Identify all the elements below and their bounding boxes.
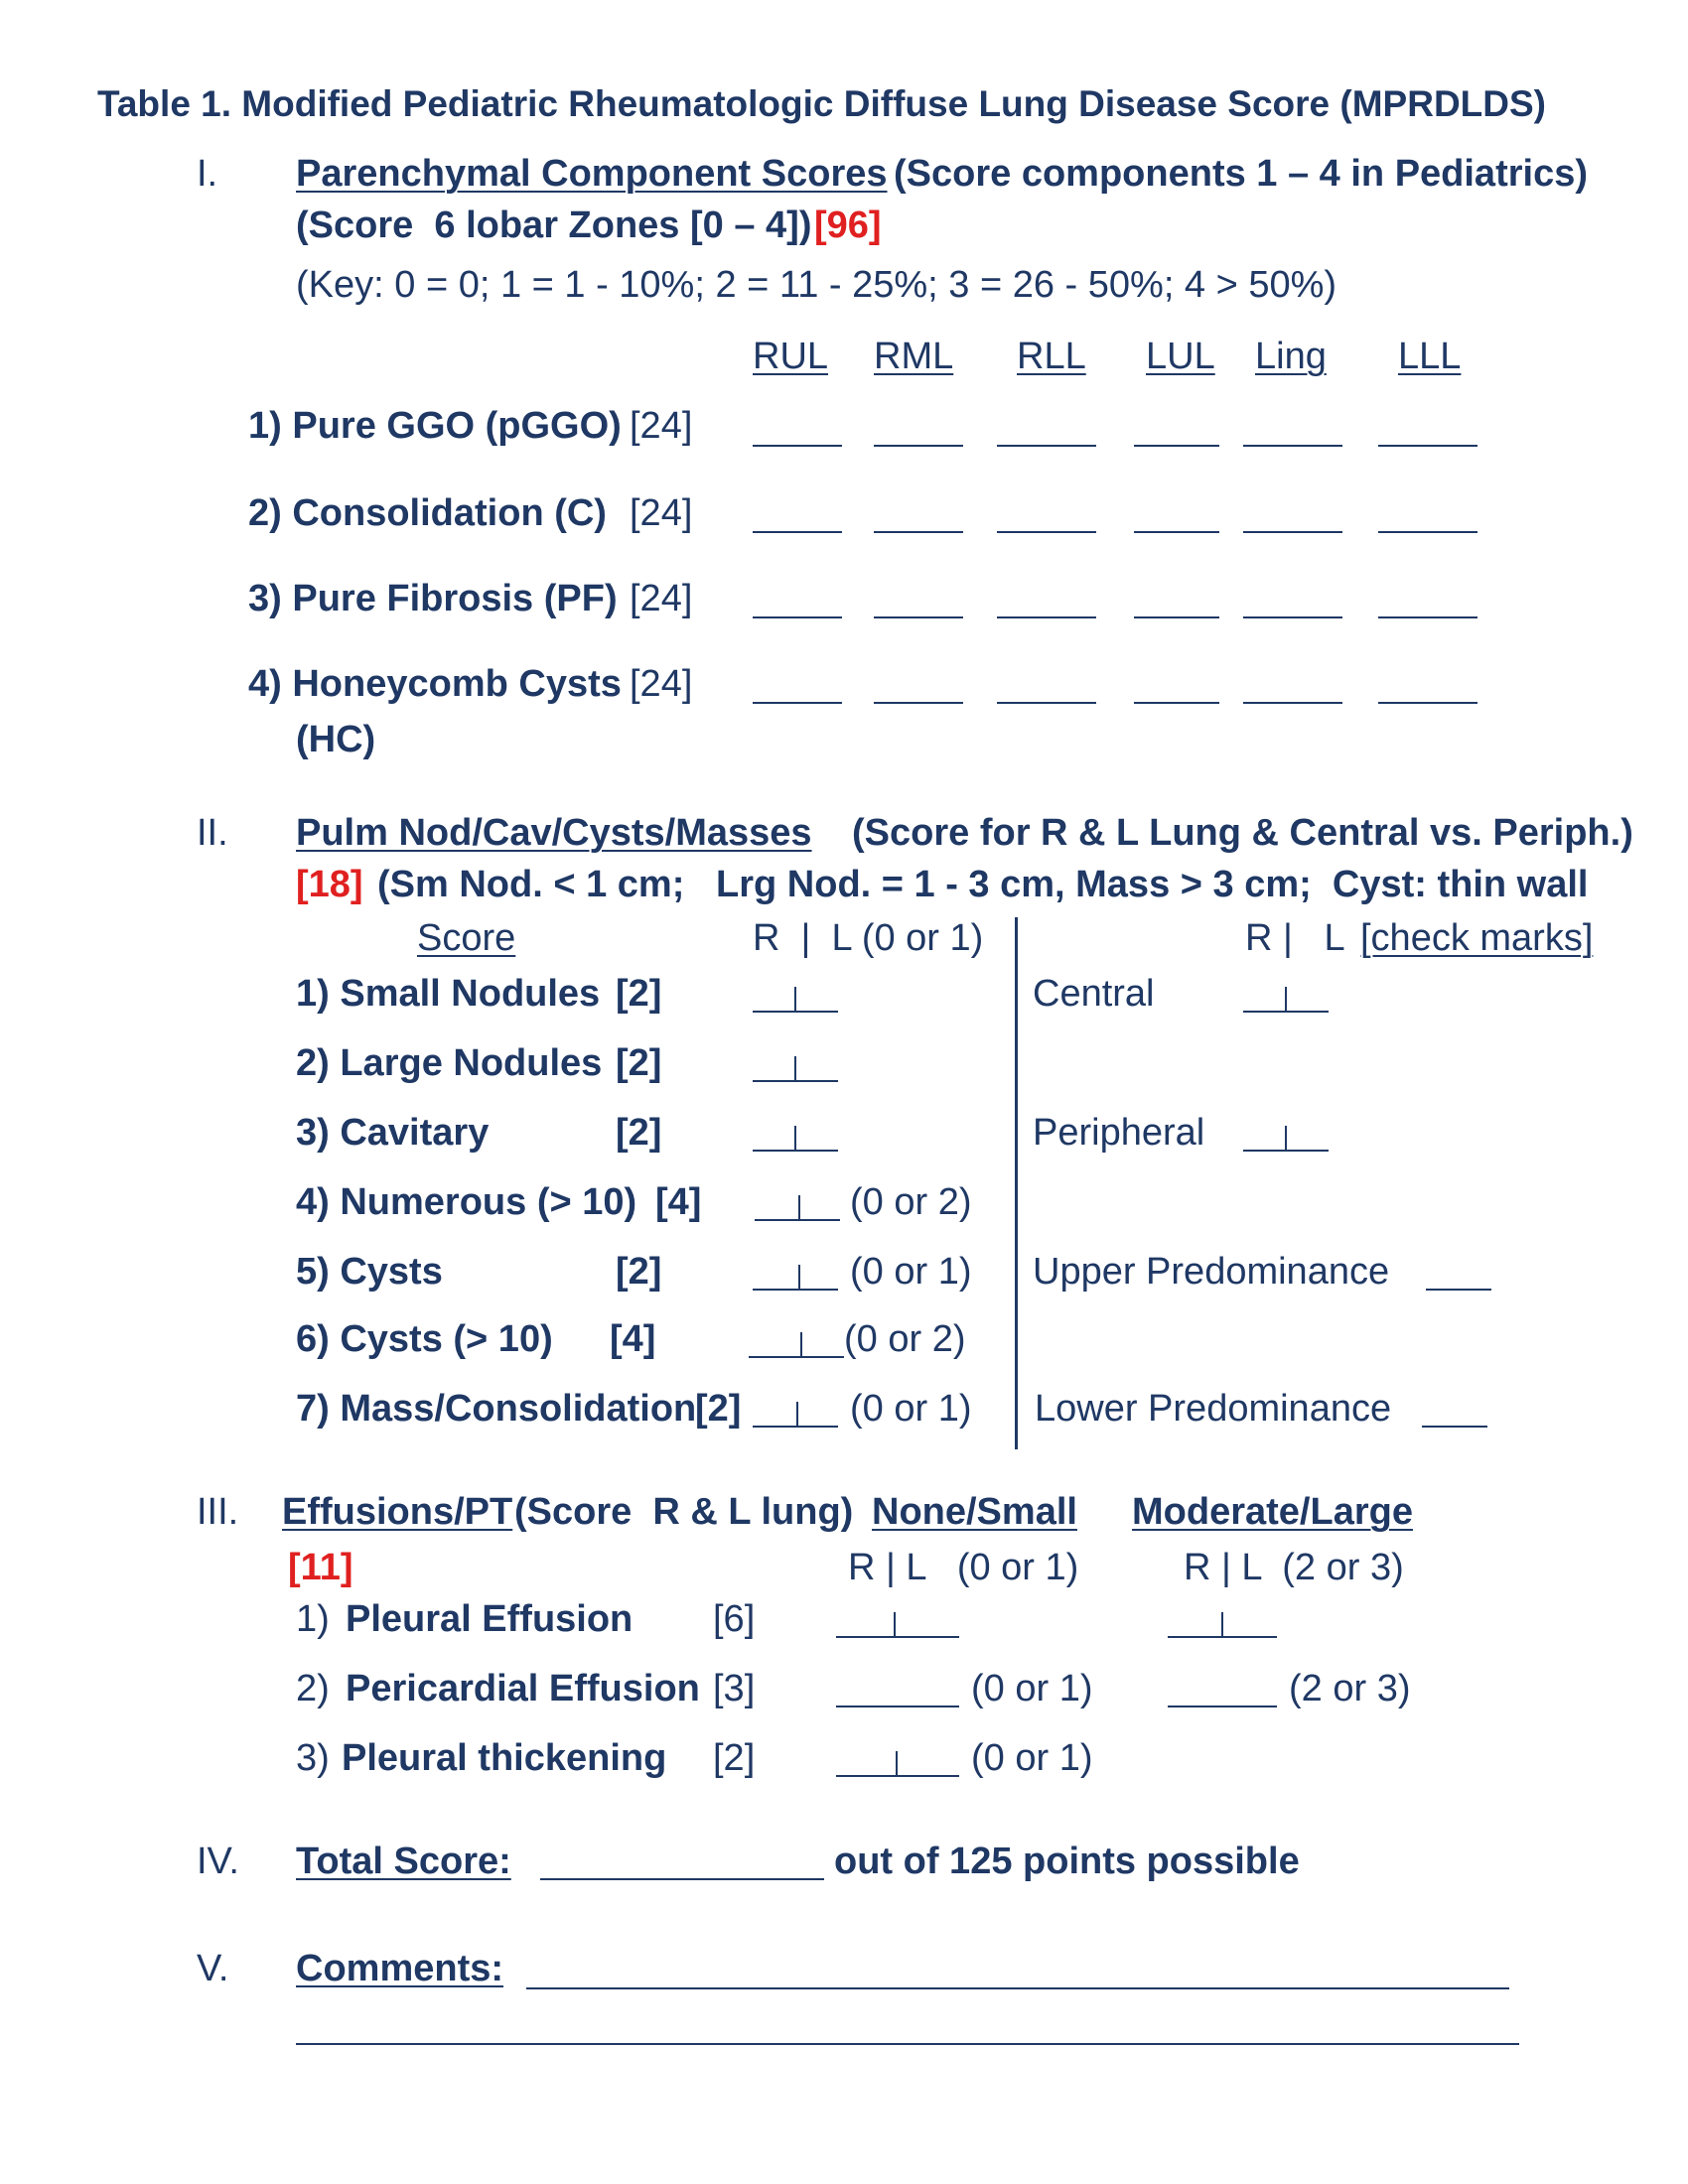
- lower-predominance-label: Lower Predominance: [1035, 1388, 1392, 1430]
- lobe-header-lll: LLL: [1398, 336, 1462, 377]
- rl-score-blank[interactable]: [753, 1011, 838, 1013]
- rl-divider-tick: [796, 1402, 798, 1426]
- rl-divider-tick: [794, 1126, 796, 1150]
- rl-score-blank[interactable]: [753, 1426, 838, 1428]
- lobe-score-blank[interactable]: [1378, 445, 1477, 447]
- lower-predominance-blank[interactable]: [1422, 1426, 1487, 1428]
- effusion-row-number: 2): [296, 1668, 330, 1709]
- score-column-header: Score: [417, 917, 516, 959]
- lobe-score-blank[interactable]: [997, 702, 1096, 704]
- lobe-score-blank[interactable]: [874, 445, 963, 447]
- peripheral-rl-blank[interactable]: [1243, 1150, 1329, 1152]
- section-2-size-key: (Sm Nod. < 1 cm; Lrg Nod. = 1 - 3 cm, Mass > 3 cm; Cyst: thin wall: [377, 864, 1589, 905]
- lobe-score-blank[interactable]: [1243, 531, 1342, 533]
- effusion-range-small: (0 or 1): [971, 1668, 1093, 1709]
- nodule-row-label: 7) Mass/Consolidation: [296, 1388, 697, 1430]
- pleural-thickening-blank[interactable]: [836, 1775, 959, 1777]
- lobe-score-blank[interactable]: [1378, 531, 1477, 533]
- parenchymal-row-label: 4) Honeycomb Cysts: [248, 663, 622, 705]
- lobe-header-lul: LUL: [1146, 336, 1215, 377]
- effusion-row-label: Pericardial Effusion: [346, 1668, 700, 1709]
- section-2-heading: Pulm Nod/Cav/Cysts/Masses: [296, 812, 812, 854]
- nodule-row-points: [2]: [616, 1251, 662, 1293]
- parenchymal-row-points: [24]: [630, 492, 693, 534]
- right-rl-column-header: R | L: [1245, 917, 1345, 959]
- section-4-number: IV.: [197, 1841, 239, 1882]
- rl-score-blank[interactable]: [749, 1356, 844, 1358]
- lobe-score-blank[interactable]: [874, 531, 963, 533]
- rl-score-blank[interactable]: [755, 1219, 840, 1221]
- central-rl-blank[interactable]: [1243, 1011, 1329, 1013]
- lobe-score-blank[interactable]: [753, 445, 842, 447]
- section-3-max-score: [11]: [288, 1547, 353, 1588]
- rl-divider-tick: [1221, 1612, 1223, 1636]
- lobe-score-blank[interactable]: [753, 702, 842, 704]
- nodule-row-points: [2]: [616, 1042, 662, 1084]
- parenchymal-row-points: [24]: [630, 663, 693, 705]
- total-score-blank[interactable]: [540, 1878, 824, 1880]
- parenchymal-row-label: 3) Pure Fibrosis (PF): [248, 578, 618, 619]
- effusion-row-label: Pleural Effusion: [346, 1598, 633, 1640]
- lobe-header-rll: RLL: [1017, 336, 1086, 377]
- rl-score-blank[interactable]: [753, 1289, 838, 1291]
- nodule-row-points: [4]: [655, 1181, 702, 1223]
- section-1-zones: (Score 6 lobar Zones [0 – 4]): [296, 205, 812, 246]
- lobe-score-blank[interactable]: [1378, 616, 1477, 618]
- document-title: Table 1. Modified Pediatric Rheumatologic Diffuse Lung Disease Score (MPRDLDS): [97, 83, 1546, 124]
- none-small-header: None/Small: [872, 1491, 1077, 1533]
- parenchymal-row-label: 1) Pure GGO (pGGO): [248, 405, 622, 447]
- rl-score-blank[interactable]: [753, 1150, 838, 1152]
- rl-divider-tick: [794, 1056, 796, 1080]
- upper-predominance-blank[interactable]: [1426, 1289, 1491, 1291]
- nodule-row-range: (0 or 2): [850, 1181, 972, 1223]
- lobe-score-blank[interactable]: [1134, 616, 1219, 618]
- rl-divider-tick: [1285, 1126, 1287, 1150]
- section-2-desc: (Score for R & L Lung & Central vs. Periph.): [852, 812, 1633, 854]
- moderate-large-subheader: R | L (2 or 3): [1184, 1547, 1404, 1588]
- section-3-heading: Effusions/PT: [282, 1491, 513, 1533]
- lobe-score-blank[interactable]: [874, 616, 963, 618]
- comments-label: Comments:: [296, 1948, 504, 1989]
- comments-line-1[interactable]: [526, 1987, 1509, 1989]
- section-2-divider: [1015, 917, 1018, 1449]
- pleural-effusion-large-blank[interactable]: [1168, 1636, 1277, 1638]
- parenchymal-row-points: [24]: [630, 578, 693, 619]
- nodule-row-points: [2]: [616, 973, 662, 1015]
- nodule-row-points: [2]: [695, 1388, 742, 1430]
- rl-divider-tick: [896, 1751, 898, 1775]
- check-marks-header: [check marks]: [1360, 917, 1594, 959]
- effusion-row-number: 3): [296, 1737, 330, 1779]
- nodule-row-label: 5) Cysts: [296, 1251, 443, 1293]
- section-5-number: V.: [197, 1948, 229, 1989]
- nodule-row-points: [4]: [610, 1318, 656, 1360]
- pleural-effusion-small-blank[interactable]: [836, 1636, 959, 1638]
- nodule-row-label: 4) Numerous (> 10): [296, 1181, 637, 1223]
- nodule-row-points: [2]: [616, 1112, 662, 1154]
- lobe-score-blank[interactable]: [1134, 445, 1219, 447]
- pericardial-effusion-small-blank[interactable]: [836, 1706, 959, 1707]
- section-1-desc: (Score components 1 – 4 in Pediatrics): [894, 153, 1588, 195]
- parenchymal-row-points: [24]: [630, 405, 693, 447]
- section-1-max-score: [96]: [814, 205, 882, 246]
- rl-column-header: R | L (0 or 1): [753, 917, 984, 959]
- lobe-score-blank[interactable]: [997, 531, 1096, 533]
- lobe-score-blank[interactable]: [874, 702, 963, 704]
- section-3-desc: (Score R & L lung): [514, 1491, 854, 1533]
- none-small-subheader: R | L (0 or 1): [848, 1547, 1079, 1588]
- rl-divider-tick: [1285, 987, 1287, 1011]
- effusion-row-points: [6]: [713, 1598, 756, 1640]
- rl-divider-tick: [798, 1195, 800, 1219]
- rl-score-blank[interactable]: [753, 1080, 838, 1082]
- section-1-number: I.: [197, 153, 218, 195]
- total-score-label: Total Score:: [296, 1841, 511, 1882]
- effusion-range-small: (0 or 1): [971, 1737, 1093, 1779]
- lobe-score-blank[interactable]: [1243, 702, 1342, 704]
- parenchymal-row-label-continued: (HC): [296, 719, 376, 760]
- section-2-number: II.: [197, 812, 228, 854]
- lobe-score-blank[interactable]: [997, 616, 1096, 618]
- section-1-key: (Key: 0 = 0; 1 = 1 - 10%; 2 = 11 - 25%; 3 = 26 - 50%; 4 > 50%): [296, 264, 1337, 306]
- effusion-row-number: 1): [296, 1598, 330, 1640]
- rl-divider-tick: [794, 987, 796, 1011]
- effusion-row-points: [3]: [713, 1668, 756, 1709]
- section-2-max-score: [18]: [296, 864, 363, 905]
- lobe-score-blank[interactable]: [1243, 445, 1342, 447]
- nodule-row-label: 6) Cysts (> 10): [296, 1318, 553, 1360]
- section-1-heading: Parenchymal Component Scores: [296, 153, 888, 195]
- central-label: Central: [1033, 973, 1155, 1015]
- effusion-row-points: [2]: [713, 1737, 756, 1779]
- pericardial-effusion-large-blank[interactable]: [1168, 1706, 1277, 1707]
- nodule-row-label: 3) Cavitary: [296, 1112, 490, 1154]
- upper-predominance-label: Upper Predominance: [1033, 1251, 1390, 1293]
- lobe-score-blank[interactable]: [753, 616, 842, 618]
- nodule-row-label: 1) Small Nodules: [296, 973, 601, 1015]
- nodule-row-range: (0 or 2): [844, 1318, 966, 1360]
- lobe-score-blank[interactable]: [997, 445, 1096, 447]
- lobe-header-ling: Ling: [1255, 336, 1327, 377]
- rl-divider-tick: [800, 1332, 802, 1356]
- nodule-row-range: (0 or 1): [850, 1388, 972, 1430]
- rl-divider-tick: [894, 1612, 896, 1636]
- lobe-header-rml: RML: [874, 336, 954, 377]
- lobe-score-blank[interactable]: [753, 531, 842, 533]
- rl-divider-tick: [798, 1265, 800, 1289]
- total-score-suffix: out of 125 points possible: [834, 1841, 1300, 1882]
- effusion-row-label: Pleural thickening: [342, 1737, 667, 1779]
- comments-line-2[interactable]: [296, 2043, 1519, 2045]
- nodule-row-range: (0 or 1): [850, 1251, 972, 1293]
- moderate-large-header: Moderate/Large: [1132, 1491, 1413, 1533]
- lobe-score-blank[interactable]: [1243, 616, 1342, 618]
- lobe-score-blank[interactable]: [1134, 702, 1219, 704]
- effusion-range-large: (2 or 3): [1289, 1668, 1411, 1709]
- section-3-number: III.: [197, 1491, 239, 1533]
- lobe-header-rul: RUL: [753, 336, 829, 377]
- lobe-score-blank[interactable]: [1134, 531, 1219, 533]
- peripheral-label: Peripheral: [1033, 1112, 1205, 1154]
- lobe-score-blank[interactable]: [1378, 702, 1477, 704]
- parenchymal-row-label: 2) Consolidation (C): [248, 492, 607, 534]
- nodule-row-label: 2) Large Nodules: [296, 1042, 603, 1084]
